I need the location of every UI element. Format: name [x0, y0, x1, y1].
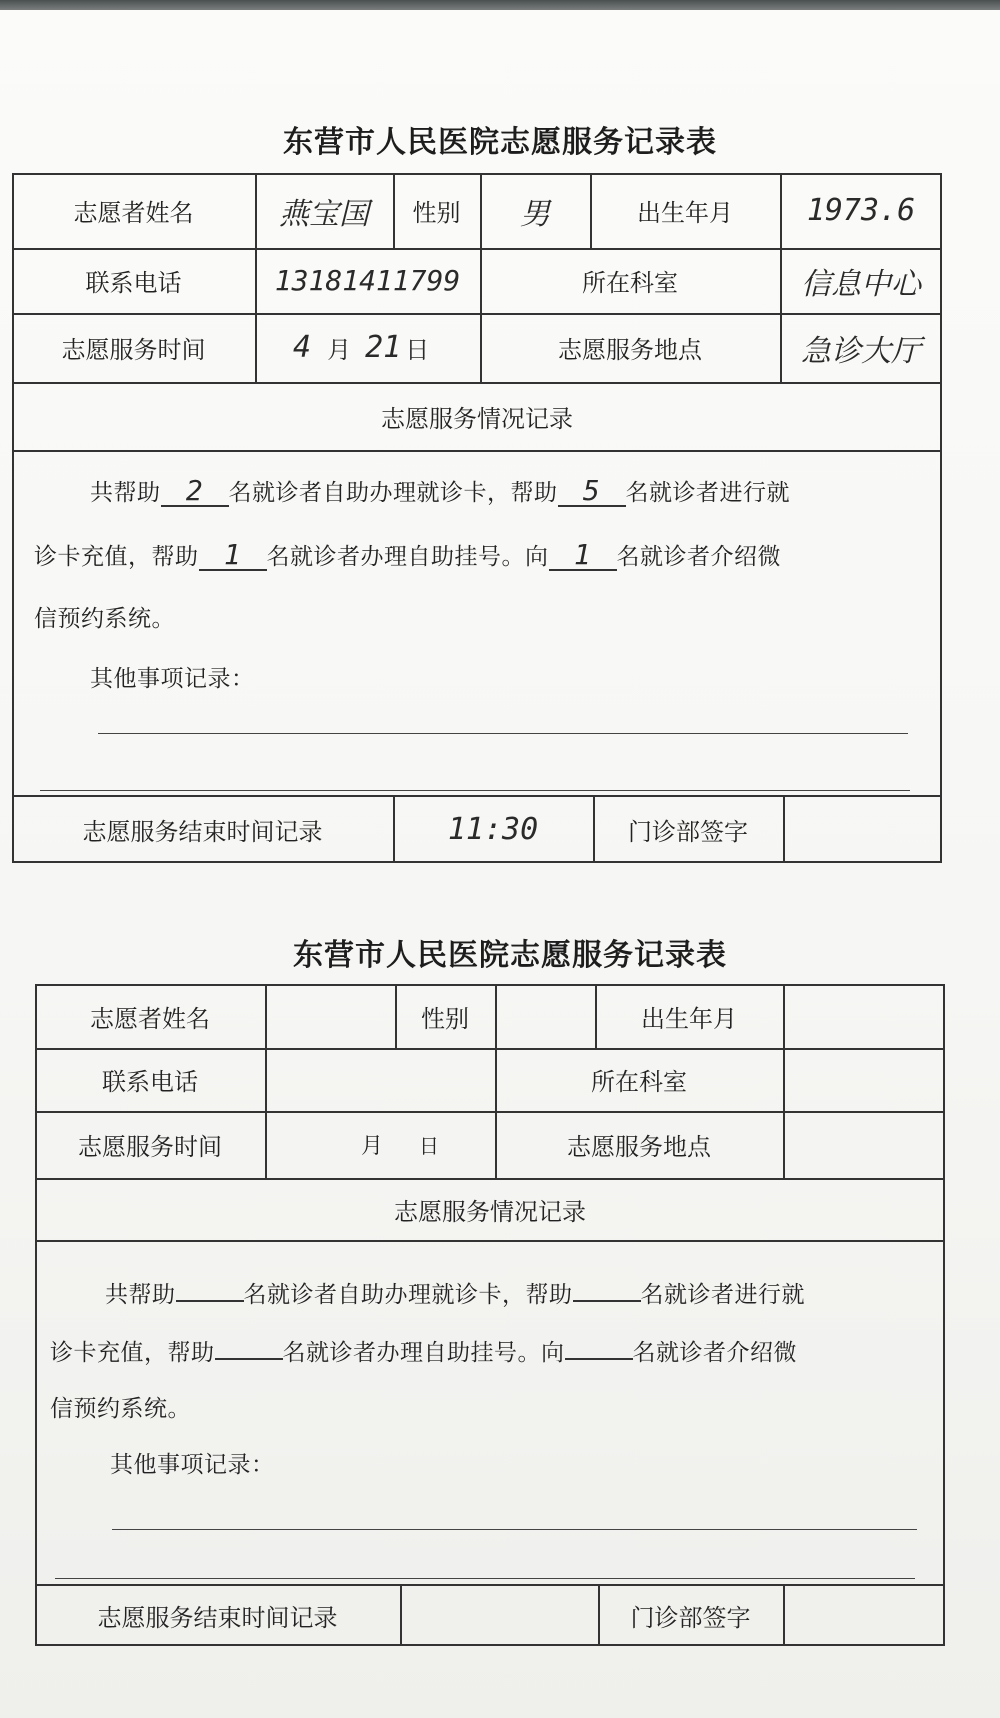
end-time-field[interactable]: 11:30	[447, 811, 539, 847]
department-label: 所在科室	[582, 269, 678, 297]
day-label: 日	[419, 1134, 439, 1158]
record-header: 志愿服务情况记录	[381, 404, 573, 433]
help-card-count[interactable]: 2	[161, 479, 229, 507]
service-date-field[interactable]	[265, 1111, 495, 1178]
record-line-2: 诊卡充值，帮助 名就诊者办理自助挂号。向 名就诊者介绍微	[50, 1332, 797, 1367]
other-notes-line-2[interactable]	[55, 1578, 915, 1579]
help-register-count[interactable]	[215, 1332, 283, 1360]
name-field[interactable]: 燕宝国	[279, 196, 369, 232]
department-label: 所在科室	[591, 1068, 687, 1096]
phone-field[interactable]	[265, 1048, 495, 1111]
other-notes-label: 其他事项记录：	[110, 1452, 275, 1478]
record-line-1: 共帮助 2 名就诊者自助办理就诊卡，帮助 5 名就诊者进行就	[90, 474, 790, 507]
phone-label: 联系电话	[85, 269, 182, 297]
birth-label: 出生年月	[637, 199, 733, 227]
signature-label: 门诊部签字	[628, 817, 748, 846]
record-line-1: 共帮助 名就诊者自助办理就诊卡，帮助 名就诊者进行就	[105, 1274, 805, 1309]
help-register-count[interactable]: 1	[199, 543, 267, 571]
department-field[interactable]	[783, 1048, 945, 1111]
form-title: 东营市人民医院志愿服务记录表	[293, 938, 727, 973]
name-label: 志愿者姓名	[90, 1004, 210, 1033]
form-title: 东营市人民医院志愿服务记录表	[283, 125, 717, 160]
other-notes-line-1[interactable]	[112, 1529, 917, 1530]
service-location-field[interactable]: 急诊大厅	[801, 333, 921, 369]
end-time-label: 志愿服务结束时间记录	[97, 1603, 338, 1632]
service-location-label: 志愿服务地点	[567, 1133, 711, 1161]
record-line-2: 诊卡充值，帮助 1 名就诊者办理自助挂号。向 1 名就诊者介绍微	[34, 538, 781, 571]
service-location-field[interactable]	[783, 1111, 945, 1178]
name-field[interactable]	[265, 984, 395, 1048]
birth-field[interactable]: 1973.6	[806, 193, 916, 228]
department-field[interactable]: 信息中心	[801, 266, 921, 302]
record-line-3: 信预约系统。	[34, 606, 175, 632]
gender-field[interactable]: 男	[520, 196, 550, 232]
signature-label: 门诊部签字	[630, 1603, 751, 1632]
end-time-label: 志愿服务结束时间记录	[82, 817, 323, 846]
end-time-field[interactable]	[400, 1584, 598, 1646]
service-day-value: 21	[365, 330, 402, 365]
signature-field[interactable]	[783, 795, 942, 863]
month-label: 月	[360, 1134, 383, 1159]
service-date-field[interactable]	[255, 313, 480, 382]
birth-label: 出生年月	[641, 1004, 737, 1033]
help-recharge-count[interactable]	[573, 1274, 641, 1302]
day-label: 日	[405, 336, 430, 364]
help-wechat-count[interactable]	[565, 1332, 633, 1360]
other-notes-line-2[interactable]	[40, 790, 910, 791]
gender-label: 性别	[421, 1004, 469, 1033]
service-time-label: 志愿服务时间	[78, 1133, 222, 1161]
birth-field[interactable]	[783, 984, 945, 1048]
service-location-label: 志愿服务地点	[558, 336, 702, 364]
name-label: 志愿者姓名	[73, 199, 194, 227]
gender-label: 性别	[412, 199, 461, 227]
gender-field[interactable]	[495, 984, 595, 1048]
service-time-label: 志愿服务时间	[61, 336, 206, 364]
help-recharge-count[interactable]: 5	[558, 479, 626, 507]
phone-field[interactable]: 13181411799	[274, 264, 461, 297]
other-notes-label: 其他事项记录：	[90, 666, 255, 692]
phone-label: 联系电话	[102, 1068, 198, 1096]
help-card-count[interactable]	[176, 1274, 244, 1302]
help-wechat-count[interactable]: 1	[549, 543, 617, 571]
signature-field[interactable]	[783, 1584, 945, 1646]
record-header: 志愿服务情况记录	[394, 1197, 586, 1226]
service-month-value: 4	[293, 330, 312, 365]
other-notes-line-1[interactable]	[98, 733, 908, 734]
month-label: 月	[327, 336, 352, 364]
paper-sheet	[0, 10, 1000, 1718]
record-line-3: 信预约系统。	[50, 1396, 191, 1422]
